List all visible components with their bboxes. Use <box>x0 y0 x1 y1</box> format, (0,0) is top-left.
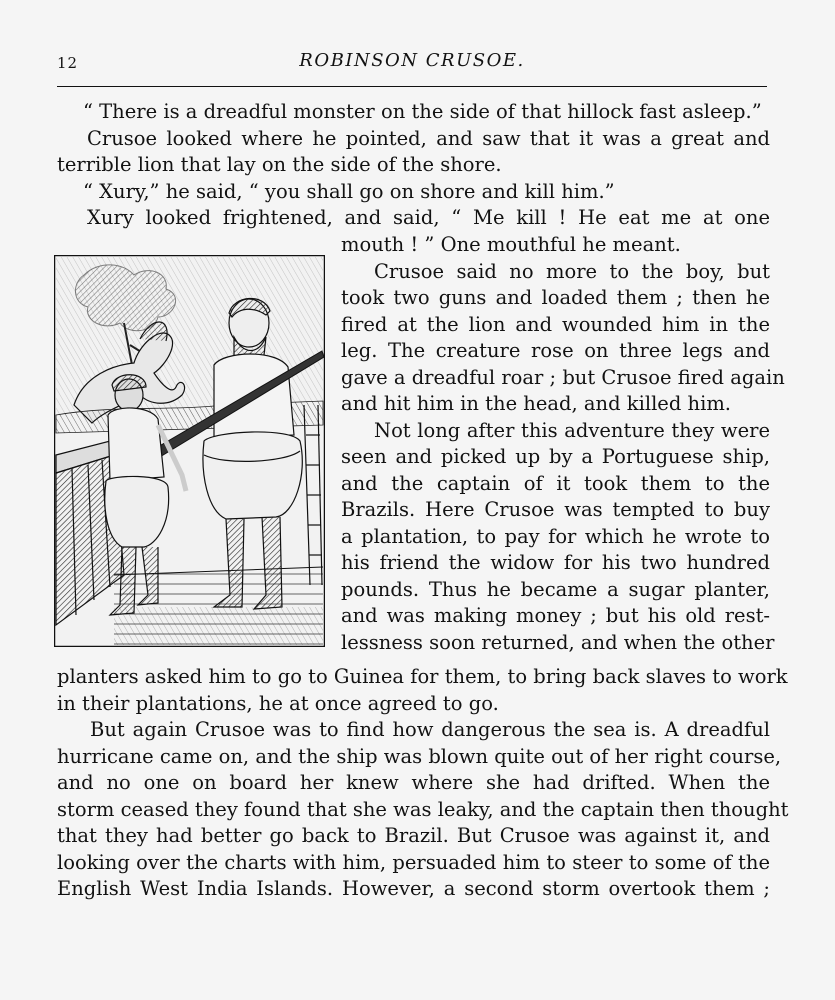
text-line: fired at the lion and wounded him in the <box>341 312 770 336</box>
text-line: “ Xury,” he said, “ you shall go on shore and kill him.” <box>83 179 615 203</box>
text-block-right <box>341 232 785 656</box>
engraving-illustration <box>54 255 325 647</box>
text-line: that they had better go back to Brazil. But Crusoe was against it, and <box>57 824 770 847</box>
text-line: looking over the charts with him, persuaded him to steer to some of the <box>57 850 770 874</box>
text-line: hurricane came on, and the ship was blown quite out of her right course, <box>57 744 782 768</box>
text-block-top <box>57 99 770 232</box>
text-line: leg. The creature rose on three legs and <box>341 339 770 362</box>
text-line: and the captain of it took them to the <box>341 471 770 495</box>
text-line: and hit him in the head, and killed him. <box>341 392 732 415</box>
text-line: lessness soon returned, and when the other <box>341 630 775 654</box>
page-number: 12 <box>57 54 79 72</box>
text-line: seen and picked up by a Portuguese ship, <box>341 445 770 468</box>
text-line: storm ceased they found that she was leaky, and the captain then thought <box>57 797 789 821</box>
text-line: Crusoe looked where he pointed, and saw that it was a great and <box>87 126 770 150</box>
text-line: took two guns and loaded them ; then he <box>341 286 770 309</box>
text-block-bottom <box>57 664 789 903</box>
running-title: ROBINSON CRUSOE. <box>299 50 525 71</box>
text-line: and no one on board her knew where she had drifted. When the <box>57 771 770 794</box>
text-line: gave a dreadful roar ; but Crusoe fired again <box>341 365 785 389</box>
header-rule <box>57 86 767 87</box>
text-line: Xury looked frightened, and said, “ Me kill ! He eat me at one <box>87 206 770 229</box>
text-line: in their plantations, he at once agreed to go. <box>57 691 499 715</box>
text-line: Brazils. Here Crusoe was tempted to buy <box>341 498 770 521</box>
text-line: English West India Islands. However, a second storm overtook them ; <box>57 877 770 900</box>
text-line: pounds. Thus he became a sugar planter, <box>341 577 770 601</box>
text-line: Not long after this adventure they were <box>374 418 770 442</box>
text-line: a plantation, to pay for which he wrote to <box>341 524 770 548</box>
text-line: planters asked him to go to Guinea for them, to bring back slaves to work <box>57 665 788 688</box>
page-header <box>57 48 767 78</box>
text-line: Crusoe said no more to the boy, but <box>374 259 770 283</box>
text-line: his friend the widow for his two hundred <box>341 551 770 574</box>
text-line: “ There is a dreadful monster on the side of that hillock fast asleep.” <box>83 100 762 123</box>
text-line: terrible lion that lay on the side of the shore. <box>57 153 502 176</box>
text-line: and was making money ; but his old rest- <box>341 604 770 627</box>
text-line: But again Crusoe was to find how dangerous the sea is. A dreadful <box>90 718 770 741</box>
text-line: mouth ! ” One mouthful he meant. <box>341 233 681 256</box>
